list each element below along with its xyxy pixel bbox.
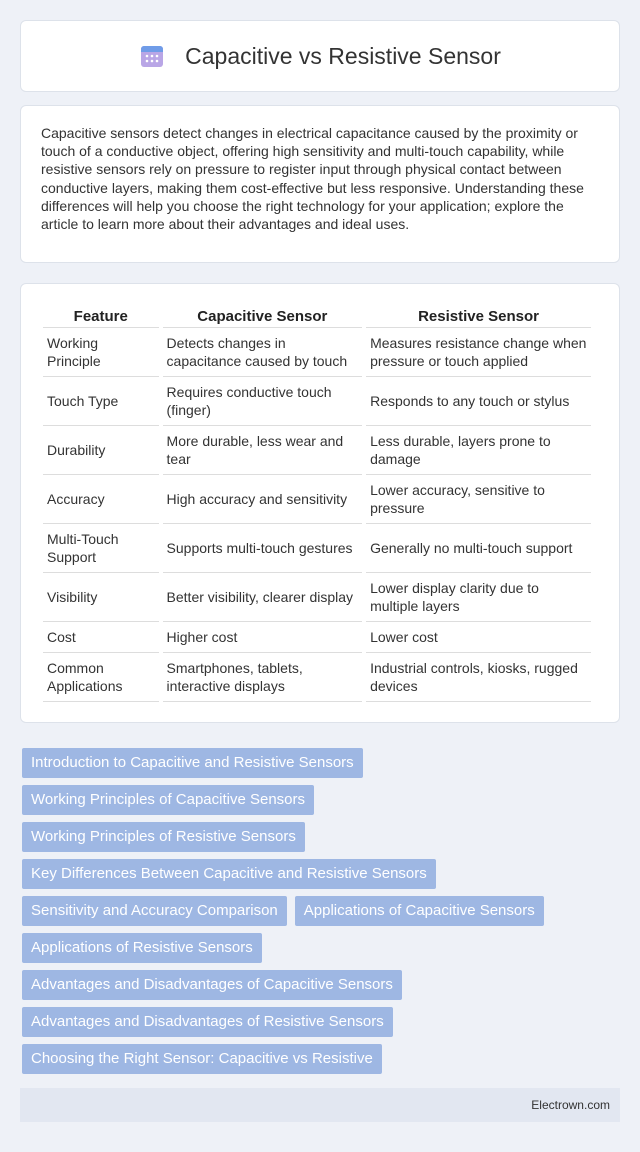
topic-link-resistive-applications[interactable]: Applications of Resistive Sensors [22,933,262,963]
feature-cell: Multi-Touch Support [43,524,159,573]
comparison-table-card [20,283,620,723]
topic-link-sensitivity-accuracy[interactable]: Sensitivity and Accuracy Comparison [22,896,287,926]
feature-cell: Cost [43,622,159,653]
resistive-cell: Lower accuracy, sensitive to pressure [366,475,591,524]
topic-link-capacitive-pros-cons[interactable]: Advantages and Disadvantages of Capacitive Sensors [22,970,402,1000]
resistive-cell: Generally no multi-touch support [366,524,591,573]
footer-site-name: Electrown.com [531,1098,610,1112]
capacitive-cell: Detects changes in capacitance caused by touch [163,328,363,377]
table-row [43,622,591,653]
page-header [20,20,620,92]
topic-link-introduction[interactable]: Introduction to Capacitive and Resistive Sensors [22,748,363,778]
resistive-cell: Measures resistance change when pressure or touch applied [366,328,591,377]
intro-text: Capacitive sensors detect changes in electrical capacitance caused by the proximity or touch of a conductive object, offering high sensitivity and multi-touch capability, while resistive sensors rely on pressure to register input through physical contact between conductive layers, making them cost-effective but less responsive. Understanding these differences will help you choose the right technology for your application; explore the article to learn more about their advantages and ideal uses. [41,125,584,233]
capacitive-cell: Supports multi-touch gestures [163,524,363,573]
table-row [43,377,591,426]
table-row [43,426,591,475]
comparison-table [39,304,595,702]
header-capacitive: Capacitive Sensor [163,304,363,328]
topic-link-choosing-sensor[interactable]: Choosing the Right Sensor: Capacitive vs Resistive [22,1044,382,1074]
topic-link-resistive-pros-cons[interactable]: Advantages and Disadvantages of Resistive Sensors [22,1007,393,1037]
topic-links [22,748,602,1081]
feature-cell: Working Principle [43,328,159,377]
resistive-cell: Less durable, layers prone to damage [366,426,591,475]
resistive-cell: Responds to any touch or stylus [366,377,591,426]
feature-cell: Durability [43,426,159,475]
resistive-cell: Lower cost [366,622,591,653]
capacitive-cell: More durable, less wear and tear [163,426,363,475]
header-resistive: Resistive Sensor [366,304,591,328]
topic-link-capacitive-principles[interactable]: Working Principles of Capacitive Sensors [22,785,314,815]
intro-section [20,105,620,263]
table-row [43,573,591,622]
resistive-cell: Industrial controls, kiosks, rugged devices [366,653,591,702]
header-feature: Feature [43,304,159,328]
capacitive-cell: High accuracy and sensitivity [163,475,363,524]
resistive-cell: Lower display clarity due to multiple layers [366,573,591,622]
capacitive-cell: Better visibility, clearer display [163,573,363,622]
capacitive-cell: Requires conductive touch (finger) [163,377,363,426]
topic-link-capacitive-applications[interactable]: Applications of Capacitive Sensors [295,896,544,926]
table-row [43,328,591,377]
feature-cell: Common Applications [43,653,159,702]
table-row [43,653,591,702]
calendar-icon [139,43,165,69]
feature-cell: Touch Type [43,377,159,426]
capacitive-cell: Higher cost [163,622,363,653]
table-header-row [43,304,591,328]
feature-cell: Accuracy [43,475,159,524]
capacitive-cell: Smartphones, tablets, interactive displays [163,653,363,702]
table-row [43,475,591,524]
footer [20,1088,620,1122]
table-row [43,524,591,573]
page-title: Capacitive vs Resistive Sensor [185,42,501,69]
feature-cell: Visibility [43,573,159,622]
topic-link-key-differences[interactable]: Key Differences Between Capacitive and Resistive Sensors [22,859,436,889]
topic-link-resistive-principles[interactable]: Working Principles of Resistive Sensors [22,822,305,852]
